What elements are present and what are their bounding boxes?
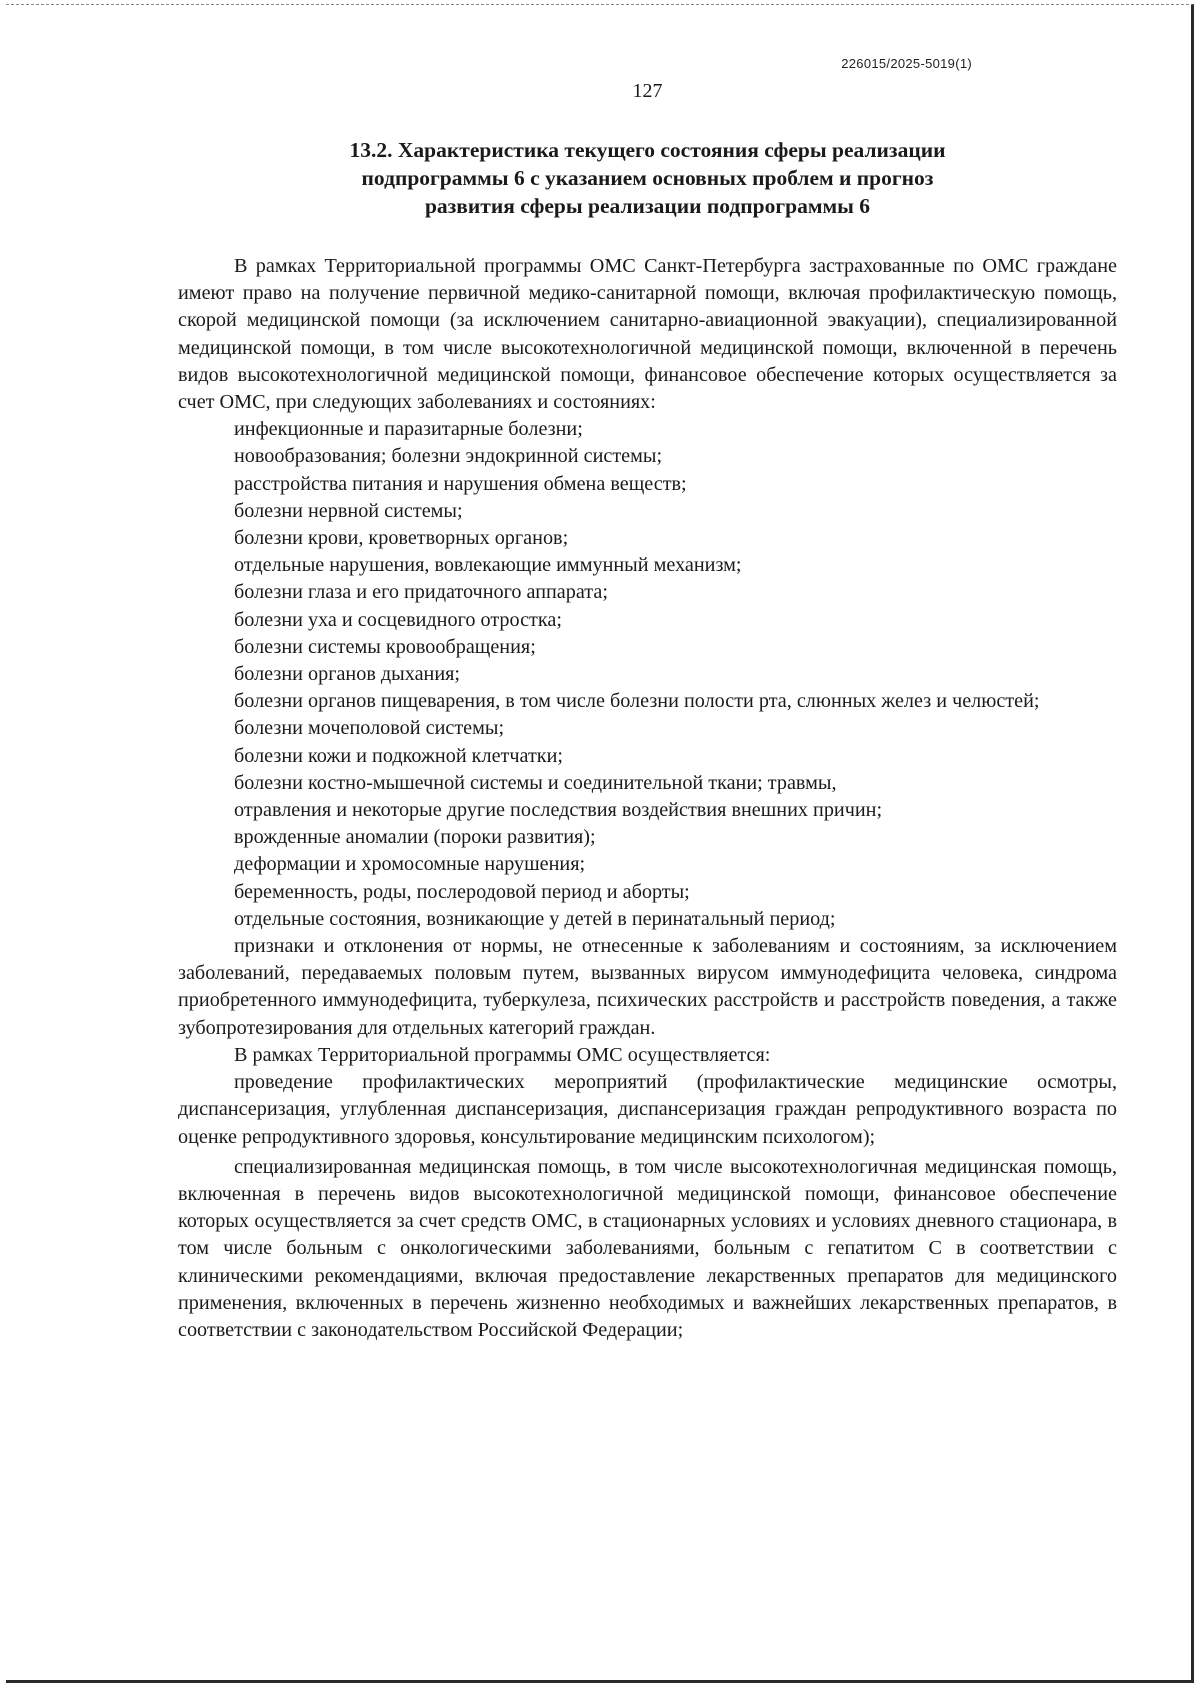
heading-line-2: подпрограммы 6 с указанием основных проблем и прогноз <box>361 166 934 190</box>
document-body <box>178 253 1117 1344</box>
list-item: болезни костно-мышечной системы и соединительной ткани; травмы, <box>234 771 837 794</box>
list-item: отдельные состояния, возникающие у детей в перинатальный период; <box>234 907 836 930</box>
document-registration-number: 226015/2025-5019(1) <box>841 56 972 71</box>
list-item: болезни крови, кроветворных органов; <box>234 527 569 550</box>
list-item: проведение профилактических мероприятий (профилактические медицинские осмотры, диспансеризация, углубленная диспансеризация, диспансеризация граждан репродуктивного возраста по оценке репродуктивного здоровья, консультирование медицинским психологом); <box>178 1071 1117 1148</box>
heading-line-3: развития сферы реализации подпрограммы 6 <box>424 194 871 218</box>
list-item: беременность, роды, послеродовой период и аборты; <box>234 880 690 903</box>
list-item: болезни органов пищеварения, в том числе болезни полости рта, слюнных желез и челюстей; <box>234 690 1040 713</box>
intro-paragraph: В рамках Территориальной программы ОМС Санкт-Петербурга застрахованные по ОМС граждане имеют право на получение первичной медико-санитарной помощи, включая профилактическую помощь, скорой медицинской помощи (за исключением санитарно-авиационной эвакуации), специализированной медицинской помощи, в том числе высокотехнологичной медицинской помощи, включенной в перечень видов высокотехнологичной медицинской помощи, финансовое обеспечение которых осуществляется за счет ОМС, при следующих заболеваниях и состояниях: <box>178 255 1117 414</box>
list-item: расстройства питания и нарушения обмена веществ; <box>234 472 687 495</box>
list-item: болезни системы кровообращения; <box>234 635 536 658</box>
list-item: врожденные аномалии (пороки развития); <box>234 826 596 849</box>
program-items-list <box>178 1069 1117 1344</box>
list-item: отдельные нарушения, вовлекающие иммунный механизм; <box>234 554 742 577</box>
heading-line-1: 13.2. Характеристика текущего состояния сферы реализации <box>349 138 946 162</box>
list-item: специализированная медицинская помощь, в том числе высокотехнологичная медицинская помощь, включенная в перечень видов высокотехнологичной медицинской помощи, финансовое обеспечение которых осуществляется за счет средств ОМС, в стационарных условиях и условиях дневного стационара, в том числе больным с онкологическими заболеваниями, больным с гепатитом С в соответствии с клиническими рекомендациями, включая предоставление лекарственных препаратов для медицинского применения, включенных в перечень жизненно необходимых и важнейших лекарственных препаратов, в соответствии с законодательством Российской Федерации; <box>178 1155 1117 1341</box>
section-heading <box>178 136 1117 220</box>
list-item: болезни нервной системы; <box>234 499 463 522</box>
list-item: отравления и некоторые другие последствия воздействия внешних причин; <box>234 799 883 822</box>
list-item: болезни органов дыхания; <box>234 663 461 686</box>
list-item: новообразования; болезни эндокринной системы; <box>234 445 663 468</box>
list-item: признаки и отклонения от нормы, не отнесенные к заболеваниям и состояниям, за исключением заболеваний, передаваемых половым путем, вызванных вирусом иммунодефицита человека, синдрома приобретенного иммунодефицита, туберкулеза, психических расстройств и расстройств поведения, а также зубопротезирования для отдельных категорий граждан. <box>178 935 1117 1039</box>
list-item: болезни мочеполовой системы; <box>234 717 505 740</box>
page-number: 127 <box>632 80 663 102</box>
list-item: деформации и хромосомные нарушения; <box>234 853 586 876</box>
list-item: болезни уха и сосцевидного отростка; <box>234 608 562 631</box>
conditions-list <box>178 416 1117 1042</box>
list-item: болезни глаза и его придаточного аппарата; <box>234 581 608 604</box>
program-intro: В рамках Территориальной программы ОМС осуществляется: <box>234 1043 771 1066</box>
list-item: инфекционные и паразитарные болезни; <box>234 418 583 441</box>
list-item: болезни кожи и подкожной клетчатки; <box>234 744 563 767</box>
